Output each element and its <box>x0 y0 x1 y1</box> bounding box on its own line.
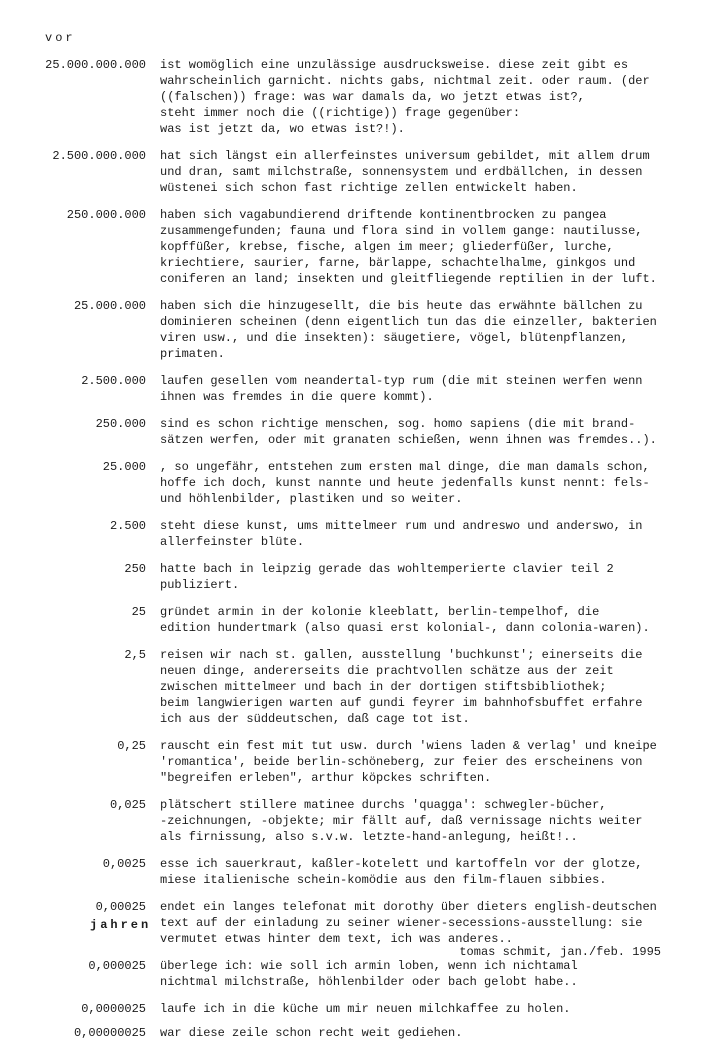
entry-text: esse ich sauerkraut, kaßler-kotelett und kartoffeln vor der glotze, miese italienische schein-komödie aus den film-flauen sibbies. <box>160 857 643 887</box>
years-value: 25.000.000.000 <box>45 58 146 72</box>
timeline-entry <box>0 416 713 448</box>
timeline-entry <box>0 459 713 507</box>
timeline-entry <box>0 207 713 287</box>
entry-text: plätschert stillere matinee durchs 'quagga': schwegler-bücher, -zeichnungen, -objekte; mir fällt auf, daß vernissage nichts weiter als firnissung, also s.v.w. letzte-hand-anlegung, heißt!.. <box>160 798 643 844</box>
timeline-entry <box>0 797 713 845</box>
entry-text: haben sich vagabundierend driftende kontinentbrocken zu pangea zusammengefunden; fauna und flora sind in vollem gange: nautilusse, kopffüßer, krebse, fische, algen im meer; gliederfüßer, lurche, kriechtiere, saurier, farne, bärlappe, schachtelhalme, ginkgos und coniferen an land; insekten und gleitfliegende reptilien in der luft. <box>160 208 657 286</box>
entry-text: ist womöglich eine unzulässige ausdrucksweise. diese zeit gibt es wahrscheinlich garnicht. nichts gabs, nichtmal zeit. oder raum. (der ((falschen)) frage: was war damals da, wo jetzt etwas ist?, steht immer noch die ((richtige)) frage gegenüber: was ist jetzt da, wo etwas ist?!). <box>160 58 650 136</box>
entry-text: gründet armin in der kolonie kleeblatt, berlin-tempelhof, die edition hundertmark (also quasi erst kolonial-, dann colonia-waren). <box>160 605 650 635</box>
years-value: 250 <box>124 562 146 576</box>
entry-text: laufe ich in die küche um mir neuen milchkaffee zu holen. <box>160 1002 571 1016</box>
years-value: 2.500 <box>109 519 146 533</box>
entry-text: überlege ich: wie soll ich armin loben, wenn ich nichtamal nichtmal milchstraße, höhlenbilder oder bach gelobt habe.. <box>160 959 578 989</box>
entry-text: laufen gesellen vom neandertal-typ rum (die mit steinen werfen wenn ihnen was fremdes in die quere kommt). <box>160 374 643 404</box>
entry-text: reisen wir nach st. gallen, ausstellung 'buchkunst'; einerseits die neuen dinge, andererseits die prachtvollen schätze aus der zeit zwischen mittelmeer und bach in der dortigen stiftsbibliothek; beim langwierigen warten auf gundi feyrer im bahnhofsbuffet erfahre ich aus der süddeutschen, daß cage tot ist. <box>160 648 643 726</box>
timeline-entry <box>0 647 713 727</box>
timeline-entry <box>0 373 713 405</box>
entry-text: , so ungefähr, entstehen zum ersten mal dinge, die man damals schon, hoffe ich doch, kunst nannte und heute jedenfalls kunst nennt: fels- und höhlenbilder, plastiken und so weiter. <box>160 460 650 506</box>
timeline-entry <box>0 958 713 990</box>
timeline-entry <box>0 518 713 550</box>
years-value: 0,000025 <box>88 959 146 973</box>
timeline-entry <box>0 1025 713 1041</box>
years-value: 250.000.000 <box>66 208 146 222</box>
entry-text: hatte bach in leipzig gerade das wohltemperierte clavier teil 2 publiziert. <box>160 562 614 592</box>
years-value: 25.000.000 <box>73 299 146 313</box>
years-value: 25 <box>131 605 146 619</box>
years-value: 0,00025 <box>95 900 146 914</box>
timeline-entry <box>0 148 713 196</box>
footer-jahren: jahren <box>90 918 152 932</box>
entry-text: sind es schon richtige menschen, sog. homo sapiens (die mit brand- sätzen werfen, oder mit granaten schießen, wenn ihnen was fremdes..). <box>160 417 657 447</box>
timeline-entry <box>0 604 713 636</box>
timeline-entry <box>0 298 713 362</box>
author-signature: tomas schmit, jan./feb. 1995 <box>459 945 661 959</box>
timeline-list <box>0 57 713 1041</box>
entry-text: steht diese kunst, ums mittelmeer rum und andreswo und anderswo, in allerfeinster blüte. <box>160 519 643 549</box>
years-value: 2.500.000 <box>81 374 146 388</box>
years-value: 0,0000025 <box>81 1002 146 1016</box>
timeline-entry <box>0 561 713 593</box>
years-value: 25.000 <box>102 460 146 474</box>
timeline-entry <box>0 738 713 786</box>
years-value: 0,0025 <box>102 857 146 871</box>
timeline-entry <box>0 856 713 888</box>
entry-text: hat sich längst ein allerfeinstes universum gebildet, mit allem drum und dran, samt milchstraße, sonnensystem und erdbällchen, in dessen wüstenei sich schon fast richtige zellen entwickelt haben. <box>160 149 650 195</box>
years-value: 0,00000025 <box>73 1026 146 1040</box>
timeline-entry <box>0 1001 713 1017</box>
years-value: 2,5 <box>124 648 146 662</box>
entry-text: endet ein langes telefonat mit dorothy über dieters english-deutschen text auf der einladung zu seiner wiener-secessions-ausstellung: sie vermutet etwas hinter dem text, ich was anderes.. <box>160 900 657 946</box>
header-vor: vor <box>45 31 76 45</box>
entry-text: war diese zeile schon recht weit gediehen. <box>160 1026 463 1040</box>
years-value: 0,025 <box>109 798 146 812</box>
timeline-entry <box>0 57 713 137</box>
entry-text: haben sich die hinzugesellt, die bis heute das erwähnte bällchen zu dominieren scheinen (denn eigentlich tun das die einzeller, bakterien viren usw., und die insekten): säugetiere, vögel, blütenpflanzen, primaten. <box>160 299 657 361</box>
entry-text: rauscht ein fest mit tut usw. durch 'wiens laden & verlag' und kneipe 'romantica', beide berlin-schöneberg, zur feier des erscheinens von "begreifen erleben", arthur köpckes schriften. <box>160 739 657 785</box>
years-value: 250.000 <box>95 417 146 431</box>
years-value: 2.500.000.000 <box>52 149 146 163</box>
years-value: 0,25 <box>117 739 146 753</box>
